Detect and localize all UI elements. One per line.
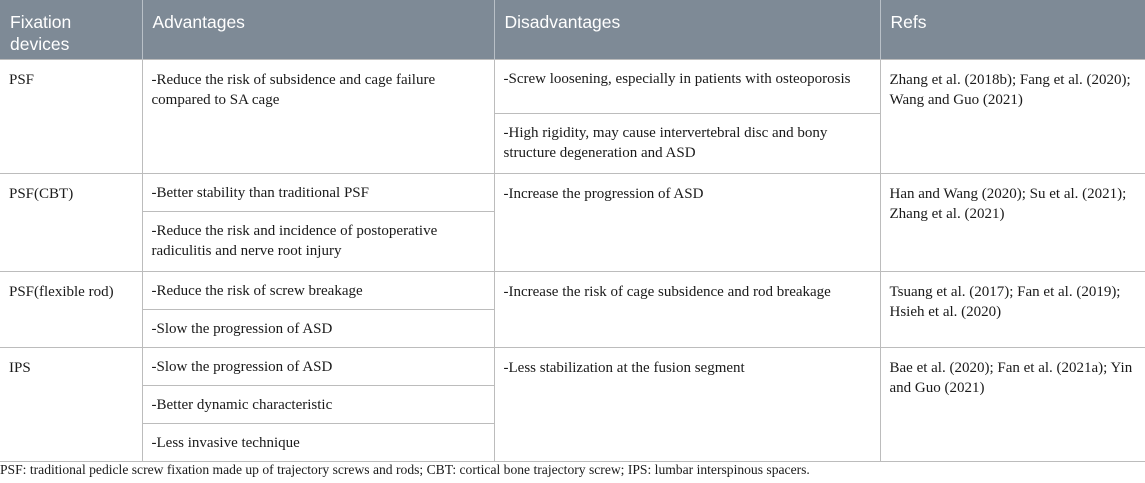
advantage-cell: -Better stability than traditional PSF [142,174,494,212]
header-refs: Refs [880,0,1145,60]
device-cell: PSF(flexible rod) [0,272,142,348]
advantage-cell: -Slow the progression of ASD [142,348,494,386]
header-fixation-devices: Fixation devices [0,0,142,60]
refs-cell: Bae et al. (2020); Fan et al. (2021a); Yin and Guo (2021) [880,348,1145,462]
table-row [0,174,1145,212]
disadvantage-cell: -Increase the risk of cage subsidence and rod breakage [494,272,880,348]
device-cell: PSF(CBT) [0,174,142,272]
disadvantage-cell: -Less stabilization at the fusion segment [494,348,880,462]
device-cell: PSF [0,60,142,174]
advantage-cell: -Less invasive technique [142,424,494,462]
table-row [0,348,1145,386]
header-advantages: Advantages [142,0,494,60]
advantage-cell: -Better dynamic characteristic [142,386,494,424]
table-footnote: PSF: traditional pedicle screw fixation made up of trajectory screws and rods; CBT: cortical bone trajectory screw; IPS: lumbar interspinous spacers. [0,462,810,477]
disadvantage-cell: -Screw loosening, especially in patients with osteoporosis [494,60,880,114]
refs-cell: Tsuang et al. (2017); Fan et al. (2019); Hsieh et al. (2020) [880,272,1145,348]
advantage-cell: -Slow the progression of ASD [142,310,494,348]
refs-cell: Han and Wang (2020); Su et al. (2021); Zhang et al. (2021) [880,174,1145,272]
disadvantage-cell: -High rigidity, may cause intervertebral disc and bony structure degeneration and ASD [494,114,880,174]
header-row [0,0,1145,60]
device-cell: IPS [0,348,142,462]
table-row [0,272,1145,310]
table-row [0,60,1145,114]
header-disadvantages: Disadvantages [494,0,880,60]
advantage-cell: -Reduce the risk and incidence of postoperative radiculitis and nerve root injury [142,212,494,272]
refs-cell: Zhang et al. (2018b); Fang et al. (2020); Wang and Guo (2021) [880,60,1145,174]
advantage-cell: -Reduce the risk of screw breakage [142,272,494,310]
advantage-cell: -Reduce the risk of subsidence and cage failure compared to SA cage [142,60,494,174]
disadvantage-cell: -Increase the progression of ASD [494,174,880,272]
